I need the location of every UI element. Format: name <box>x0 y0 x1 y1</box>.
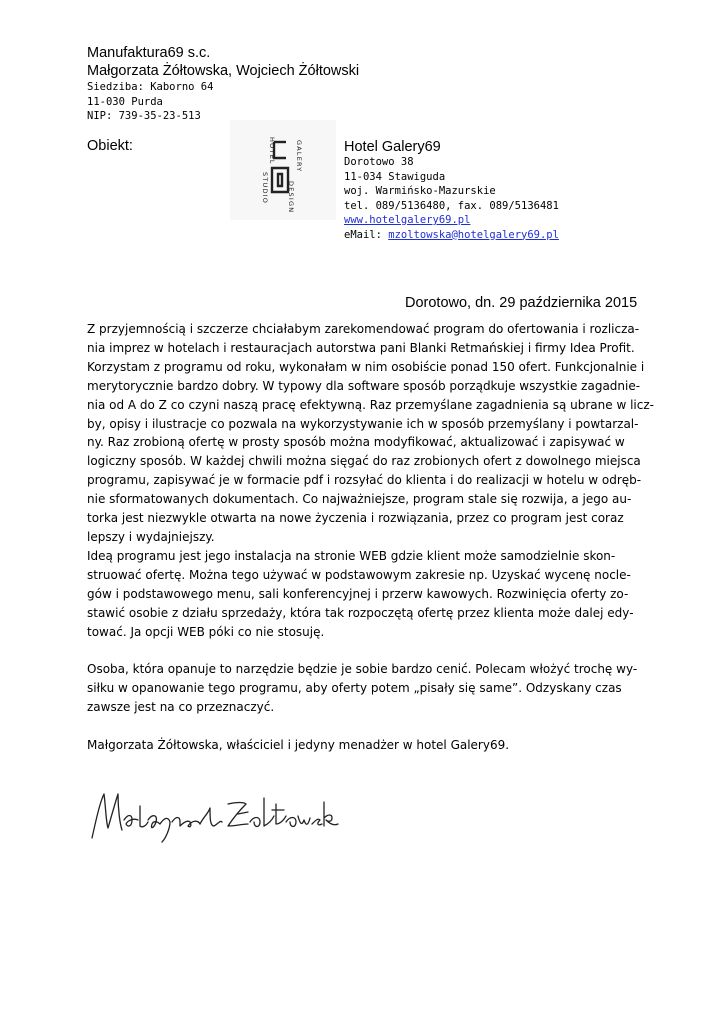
nip-line: NIP: 739-35-23-513 <box>87 110 201 122</box>
company-name: Manufaktura69 s.c. <box>87 45 211 61</box>
body-line: zawsze jest na co przeznaczyć. <box>87 700 275 715</box>
body-line: siłku w opanowanie tego programu, aby oferty potem „pisały się same”. Odzyskany czas <box>87 681 622 696</box>
hotel-name: Hotel Galery69 <box>344 139 441 155</box>
hotel-email-line <box>344 228 559 243</box>
hotel-region: woj. Warmińsko-Mazurskie <box>344 185 496 197</box>
hotel-details <box>344 155 559 242</box>
postal-line: 11-030 Purda <box>87 95 163 108</box>
body-line: nie sformatowanych dokumentach. Co najważniejsze, program stale się rozwija, a jego au- <box>87 492 632 507</box>
body-line: gów i podstawowego menu, sali konferencyjnej i przerw kawowych. Rozwinięcia oferty zo- <box>87 586 629 601</box>
owners-line: Małgorzata Żółtowska, Wojciech Żółtowski <box>87 63 360 79</box>
body-line: torka jest niezwykle otwarta na nowe życzenia i rozwiązania, przez co program jest coraz <box>87 511 624 526</box>
body-line: Małgorzata Żółtowska, właściciel i jedyny menadżer w hotel Galery69. <box>87 737 510 752</box>
letter-body <box>87 320 654 755</box>
blank-line <box>87 641 642 660</box>
body-line: nia od A do Z co czyni naszą pracę efektywną. Raz przemyślane zagadnienia są ubrane w licz- <box>87 397 654 412</box>
body-line: Osoba, która opanuje to narzędzie będzie je sobie bardzo cenić. Polecam włożyć trochę wy- <box>87 662 638 677</box>
logo-word-galery: GALERY <box>295 140 303 173</box>
email-label: eMail: <box>344 228 389 241</box>
logo-word-studio: STUDIO <box>261 172 269 205</box>
handwritten-signature <box>88 780 348 855</box>
body-line: ny. Raz zrobioną ofertę w prosty sposób można modyfikować, aktualizować i zapisywać w <box>87 435 625 450</box>
hotel-phone: tel. 089/5136480, fax. 089/5136481 <box>344 199 559 212</box>
sender-header <box>87 44 359 80</box>
hotel-street: Dorotowo 38 <box>344 156 414 168</box>
hotel-email-link[interactable]: mzoltowska@hotelgalery69.pl <box>388 228 559 241</box>
seat-line: Siedziba: Kaborno 64 <box>87 81 214 93</box>
body-line: merytorycznie bardzo dobry. W typowy dla software sposób porządkuje wszystkie zagadnie- <box>87 378 641 393</box>
body-line: stawić osobie z działu sprzedaży, która tak rozpoczętą ofertę przez klienta może dalej edy- <box>87 605 634 620</box>
signature-drawing <box>88 780 348 850</box>
sender-details <box>87 80 213 124</box>
hotel-website-link[interactable]: www.hotelgalery69.pl <box>344 214 471 226</box>
body-line: nia imprez w hotelach i restauracjach autorstwa pani Blanki Retmańskiej i firmy Idea Profit. <box>87 340 635 355</box>
body-line: Korzystam z programu od roku, wykonałam w nim osobiście ponad 150 ofert. Funkcjonalnie i <box>87 359 645 374</box>
body-line: Ideą programu jest jego instalacja na stronie WEB gdzie klient może samodzielnie skon- <box>87 548 616 563</box>
logo-word-design: DESIGN <box>287 181 295 214</box>
date-line: Dorotowo, dn. 29 października 2015 <box>405 295 638 311</box>
body-line: by, opisy i ilustracje co pozwala na wykorzystywanie ich w sposób przemyślany i powtarzal- <box>87 416 639 431</box>
body-line: logiczny sposób. W każdej chwili można sięgać do raz zrobionych ofert z dowolnego miejsca <box>87 454 641 469</box>
body-line: Z przyjemnością i szczerze chciałabym zarekomendować program do ofertowania i rozlicza- <box>87 322 640 336</box>
logo-word-hotel: HOTEL <box>268 137 276 165</box>
hotel-logo-mark <box>230 120 336 220</box>
object-label: Obiekt: <box>87 138 133 154</box>
body-line: programu, zapisywać je w formacie pdf i rozsyłać do klienta i do realizacji w hotelu w odręb- <box>87 473 642 488</box>
logo-69-mark <box>272 142 288 192</box>
body-line: lepszy i wydajniejszy. <box>87 529 215 544</box>
hotel-logo <box>230 120 336 220</box>
blank-line <box>87 717 642 736</box>
hotel-city: 11-034 Stawiguda <box>344 170 446 183</box>
body-line: tować. Ja opcji WEB póki co nie stosuję. <box>87 624 325 639</box>
body-line: struować ofertę. Można tego używać w podstawowym zakresie np. Uzyskać wycenę nocle- <box>87 567 631 582</box>
